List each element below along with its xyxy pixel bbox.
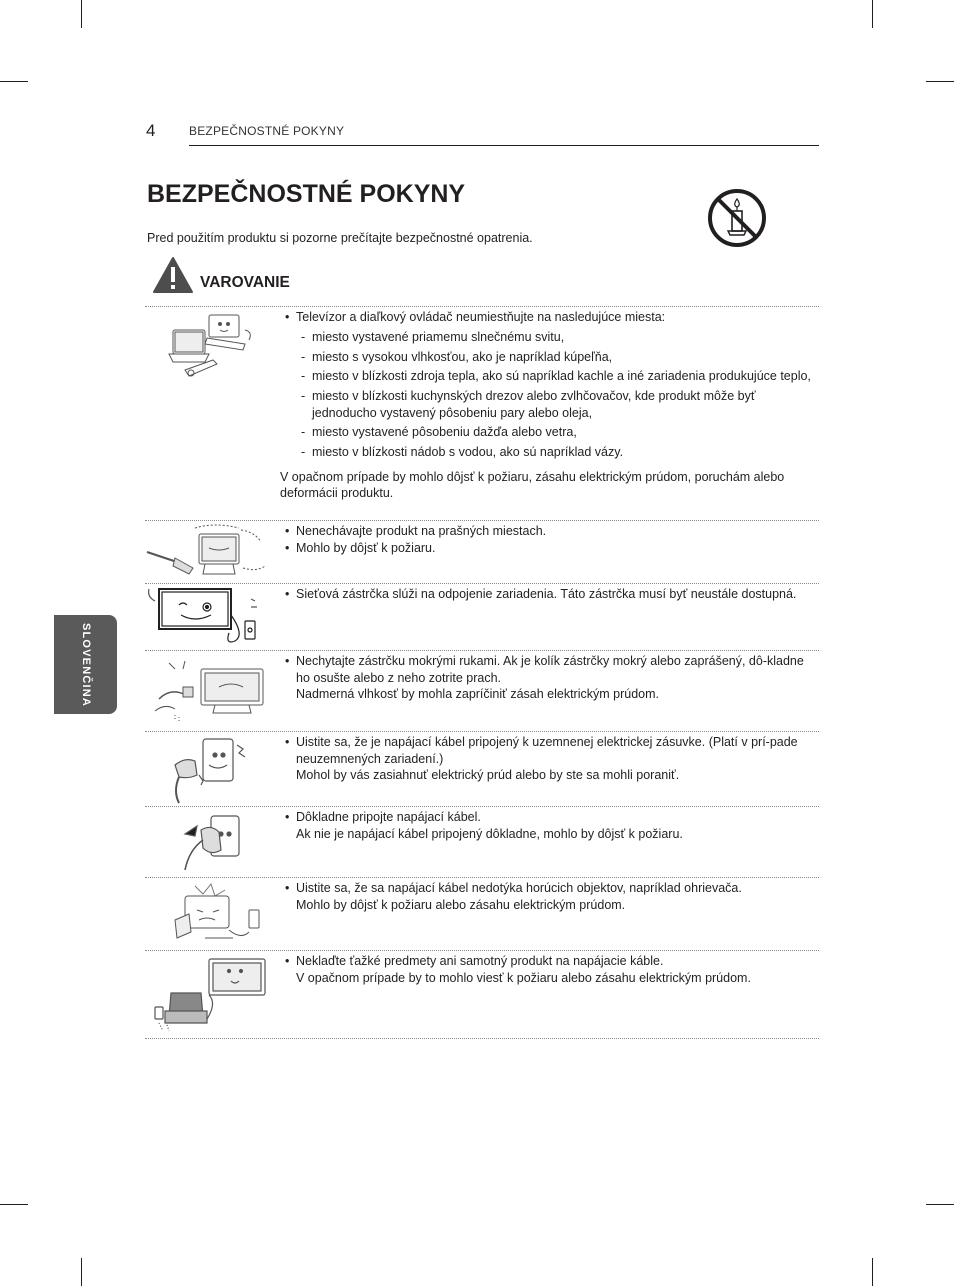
wet-hands-plug-illustration (145, 653, 270, 729)
crop-mark (926, 81, 954, 82)
bullet-item: • Sieťová zástrčka slúži na odpojenie zariadenia. Táto zástrčka musí byť neustále dostupná. (280, 586, 820, 603)
sub-item: - miesto vystavené pôsobeniu dažďa alebo vetra, (280, 424, 820, 441)
row-7-text (280, 880, 820, 913)
running-header: BEZPEČNOSTNÉ POKYNY (189, 124, 345, 138)
hot-object-cable-illustration (145, 880, 270, 948)
consequence-text: Nadmerná vlhkosť by mohla zapríčiniť zásah elektrickým prúdom. (296, 687, 659, 701)
tv-remote-placement-illustration (145, 310, 270, 382)
consequence-text: Ak nie je napájací kábel pripojený dôkladne, mohlo by dôjsť k požiaru. (296, 826, 683, 841)
crop-mark (926, 1204, 954, 1205)
crop-mark (81, 0, 82, 28)
bullet-continuation (280, 540, 820, 557)
row-3-text (280, 586, 820, 603)
heavy-object-on-cable-illustration (145, 953, 270, 1035)
row-4-text (280, 653, 820, 703)
power-plug-access-illustration (145, 585, 270, 649)
consequence-text: Mohol by vás zasiahnuť elektrický prúd alebo by ste sa mohli poraniť. (296, 768, 680, 782)
sub-item: - miesto vystavené priamemu slnečnému svitu, (280, 329, 820, 346)
page-title: BEZPEČNOSTNÉ POKYNY (147, 180, 466, 208)
row-divider (145, 950, 819, 951)
language-tab-label: SLOVENČINA (79, 622, 92, 707)
sub-item: - miesto v blízkosti zdroja tepla, ako sú napríklad kachle a iné zariadenia produkujúce teplo, (280, 368, 820, 385)
consequence-text: Mohlo by dôjsť k požiaru alebo zásahu elektrickým prúdom. (296, 897, 626, 912)
row-divider (145, 520, 819, 521)
row-1-text (280, 309, 820, 502)
crop-mark (872, 1258, 873, 1286)
row-divider (145, 1038, 819, 1039)
row-divider (145, 583, 819, 584)
sub-item: - miesto v blízkosti nádob s vodou, ako sú napríklad vázy. (280, 444, 820, 461)
row-divider (145, 306, 819, 307)
bullet-item: • Televízor a diaľkový ovládač neumiestňujte na nasledujúce miesta: (280, 309, 820, 326)
consequence-text: Mohlo by dôjsť k požiaru. (296, 540, 436, 555)
row-divider (145, 806, 819, 807)
bullet-item: • Nenechávajte produkt na prašných miestach. (280, 523, 820, 540)
sub-item: - miesto s vysokou vlhkosťou, ako je napríklad kúpeľňa, (280, 349, 820, 366)
bullet-item: • Nechytajte zástrčku mokrými rukami. Ak je kolík zástrčky mokrý alebo zaprášený, dô-kladne ho osušte alebo z neho zotrite prach. (280, 653, 820, 686)
row-divider (145, 731, 819, 732)
crop-mark (0, 1204, 28, 1205)
bullet-item: • Uistite sa, že je napájací kábel pripojený k uzemnenej elektrickej zásuvke. (Platí v prí-pade neuzemnených zariadení.) (280, 734, 820, 767)
warning-label: VAROVANIE (200, 274, 290, 291)
no-candle-prohibition-icon (706, 187, 768, 249)
crop-mark (81, 1258, 82, 1286)
crop-mark (872, 0, 873, 28)
consequence-text: V opačnom prípade by mohlo dôjsť k požiaru, zásahu elektrickým prúdom, poruchám alebo deformácii produktu. (280, 469, 785, 501)
page-number: 4 (146, 121, 156, 140)
row-divider (145, 650, 819, 651)
language-tab (54, 615, 117, 714)
consequence-text: V opačnom prípade by to mohlo viesť k požiaru alebo zásahu elektrickým prúdom. (296, 970, 751, 985)
row-5-text (280, 734, 820, 784)
row-divider (145, 877, 819, 878)
bullet-item: • Uistite sa, že sa napájací kábel nedotýka horúcich objektov, napríklad ohrievača. (280, 880, 820, 897)
bullet-item: • Neklaďte ťažké predmety ani samotný produkt na napájacie káble. (280, 953, 820, 970)
row-2-text (280, 523, 820, 556)
row-8-text (280, 953, 820, 986)
row-6-text (280, 809, 820, 842)
sub-item: - miesto v blízkosti kuchynských drezov alebo zvlhčovačov, kde produkt môže byť jednoducho vystavený pôsobeniu pary alebo oleja, (280, 388, 820, 421)
warning-triangle-icon (152, 256, 194, 294)
header-rule (189, 145, 819, 146)
crop-mark (0, 81, 28, 82)
intro-text: Pred použitím produktu si pozorne prečítajte bezpečnostné opatrenia. (147, 231, 533, 245)
bullet-item: • Dôkladne pripojte napájací kábel. (280, 809, 820, 826)
grounded-outlet-illustration (145, 735, 270, 805)
plug-insert-illustration (145, 810, 270, 876)
dusty-place-illustration (145, 522, 270, 582)
